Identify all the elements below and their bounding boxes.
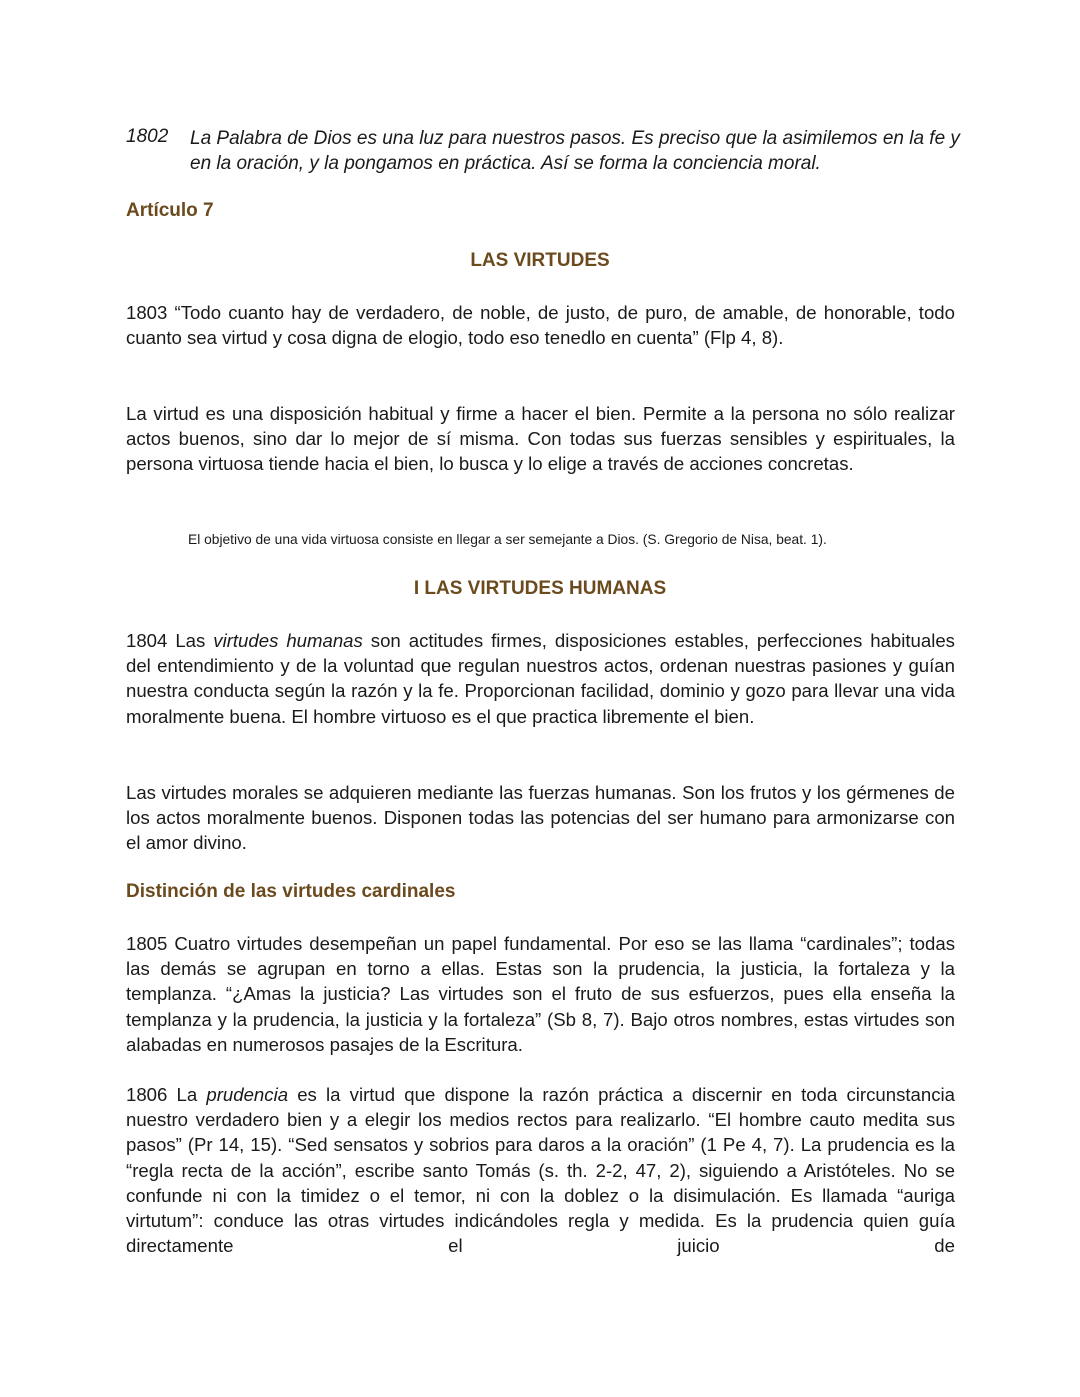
paragraph-number: 1802: [126, 126, 169, 147]
text: 1806 La: [126, 1084, 207, 1105]
text: 1804 Las: [126, 630, 214, 651]
emphasis: virtudes humanas: [213, 630, 363, 651]
paragraph-morales: Las virtudes morales se adquieren mediante las fuerzas humanas. Son los frutos y los gérmenes de los actos moralmente buenos. Disponen todas las potencias del ser humano para armonizarse con el amor divino.: [126, 782, 955, 854]
text: son actitudes firmes, disposiciones estables, perfecciones habituales del entendimiento y de la voluntad que regulan nuestros actos, ordenan nuestras pasiones y guían nuestra conducta según la razón y la fe. Proporcionan facilidad, dominio y gozo para llevar una vida moralmente buena. El hombre virtuoso es el que practica libremente el bien.: [126, 630, 955, 727]
paragraph-virtud: La virtud es una disposición habitual y firme a hacer el bien. Permite a la persona no sólo realizar actos buenos, sino dar lo mejor de sí misma. Con todas sus fuerzas sensibles y espirituales, la persona virtuosa tiende hacia el bien, lo busca y lo elige a través de acciones concretas.: [126, 403, 955, 475]
article-heading: Artículo 7: [126, 200, 214, 221]
quote: El objetivo de una vida virtuosa consiste en llegar a ser semejante a Dios. (S. Gregorio de Nisa, beat. 1).: [188, 532, 827, 547]
emphasis: prudencia: [206, 1084, 289, 1105]
paragraph-1806: [126, 1082, 955, 1258]
text: es la virtud que dispone la razón práctica a discernir en toda circunstancia nuestro verdadero bien y a elegir los medios rectos para realizarlo. “El hombre cauto medita sus pasos” (Pr 14, 15). “Sed sensatos y sobrios para daros a la oración” (1 Pe 4, 7). La prudencia es la “regla recta de la acción”, escribe santo Tomás (s. th. 2-2, 47, 2), siguiendo a Aristóteles. No se confunde ni con la timidez o el temor, ni con la doblez o la disimulación. Es llamada “auriga virtutum”: conduce las otras virtudes indicándoles regla y medida. Es la prudencia quien guía directamente el juicio de: [126, 1084, 955, 1257]
paragraph-1804: [126, 628, 955, 729]
paragraph-1803: 1803 “Todo cuanto hay de verdadero, de noble, de justo, de puro, de amable, de honorable, todo cuanto sea virtud y cosa digna de elogio, todo eso tenedlo en cuenta” (Flp 4, 8).: [126, 302, 955, 349]
paragraph-1802: La Palabra de Dios es una luz para nuestros pasos. Es preciso que la asimilemos en la fe y en la oración, y la pongamos en práctica. Así se forma la conciencia moral.: [190, 128, 960, 174]
paragraph-1805: 1805 Cuatro virtudes desempeñan un papel fundamental. Por eso se las llama “cardinales”; todas las demás se agrupan en torno a ellas. Estas son la prudencia, la justicia, la fortaleza y la templanza. “¿Amas la justicia? Las virtudes son el fruto de sus esfuerzos, pues ella enseña la templanza y la prudencia, la justicia y la fortaleza” (Sb 8, 7). Bajo otros nombres, estas virtudes son alabadas en numerosos pasajes de la Escritura.: [126, 933, 955, 1055]
page-title: LAS VIRTUDES: [470, 250, 610, 271]
section-heading: I LAS VIRTUDES HUMANAS: [413, 578, 667, 599]
subheading: Distinción de las virtudes cardinales: [126, 881, 456, 902]
